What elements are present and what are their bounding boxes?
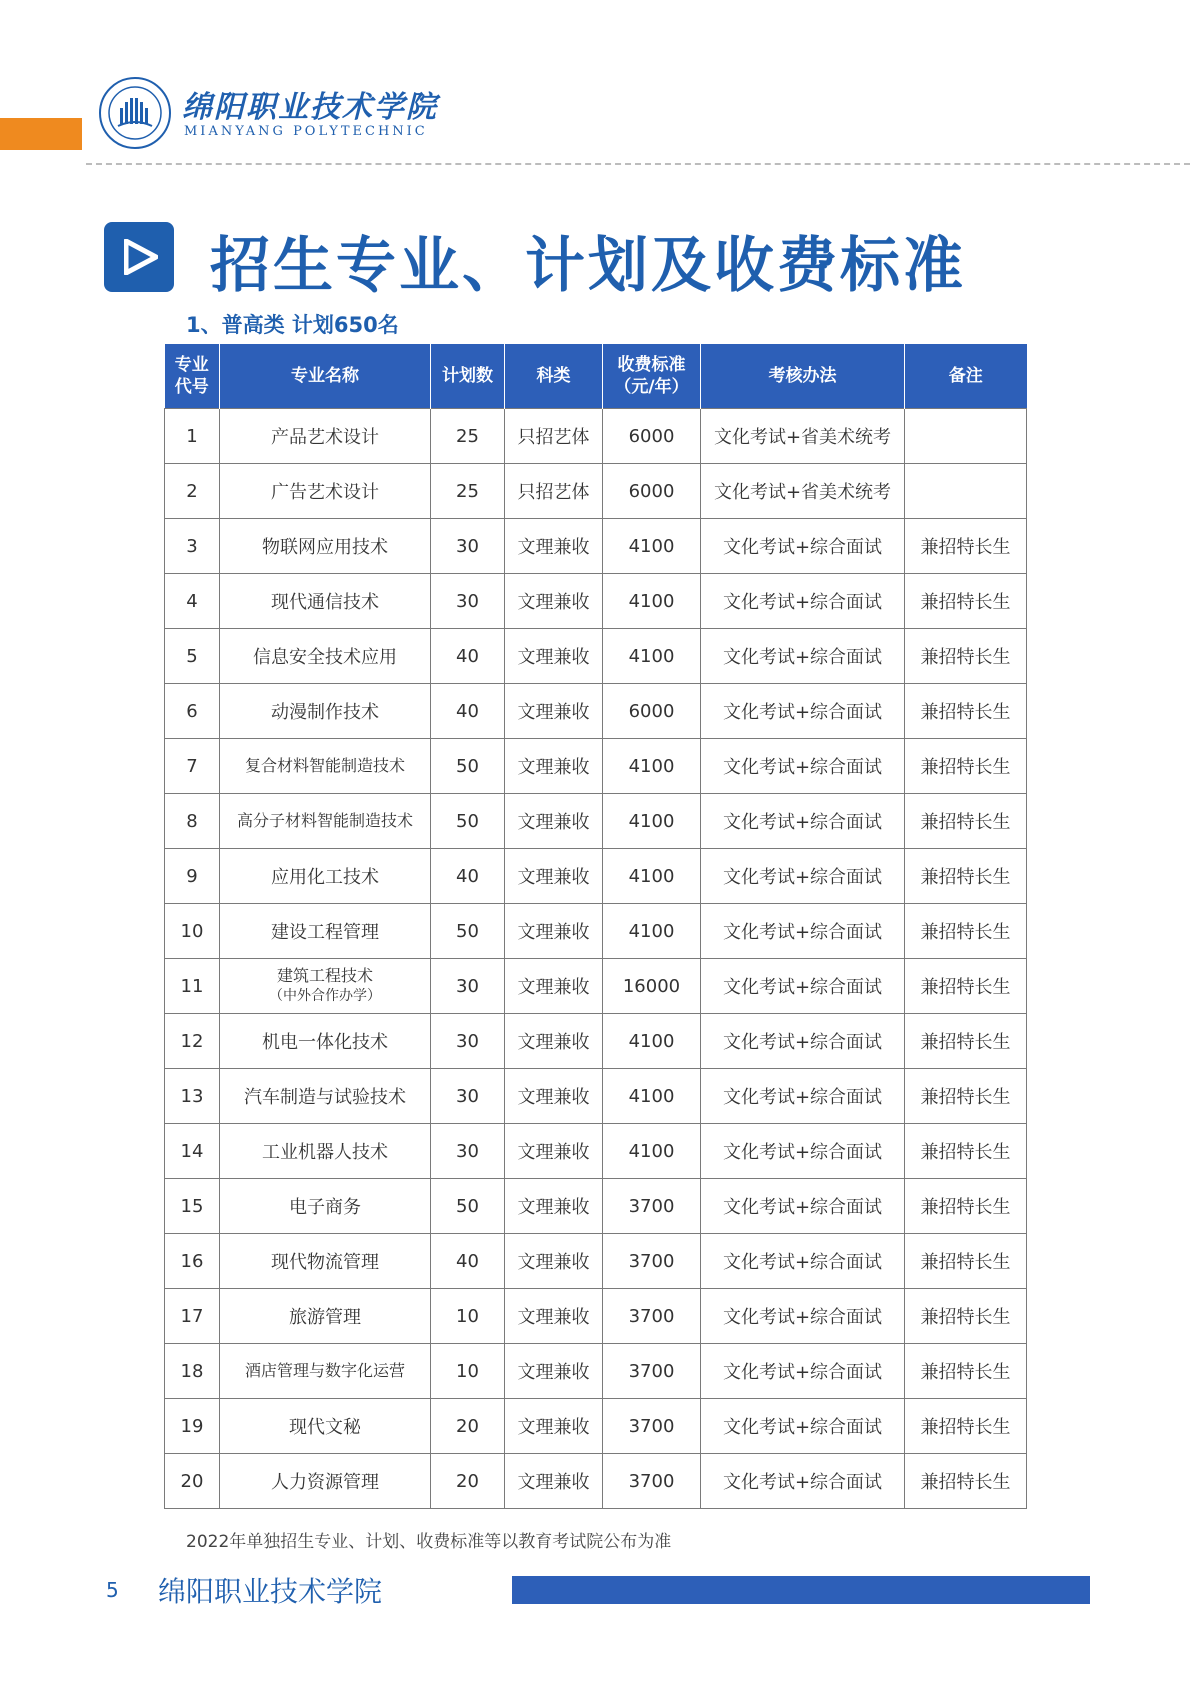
- table-cell: 3700: [603, 1399, 701, 1454]
- table-cell: 酒店管理与数字化运营: [220, 1344, 431, 1399]
- table-cell: 文理兼收: [505, 1069, 603, 1124]
- table-cell: 30: [431, 1124, 505, 1179]
- table-cell: 兼招特长生: [905, 629, 1027, 684]
- header-major: 专业名称: [220, 344, 431, 409]
- table-cell: 文化考试+综合面试: [701, 519, 905, 574]
- table-cell: 文化考试+综合面试: [701, 1399, 905, 1454]
- table-cell: 3700: [603, 1454, 701, 1509]
- table-cell: 文化考试+综合面试: [701, 794, 905, 849]
- table-cell: 只招艺体: [505, 464, 603, 519]
- table-cell: 广告艺术设计: [220, 464, 431, 519]
- table-cell: 文化考试+综合面试: [701, 574, 905, 629]
- table-row: [165, 574, 1027, 629]
- header-divider: [86, 163, 1190, 165]
- table-cell: 30: [431, 519, 505, 574]
- table-row: [165, 684, 1027, 739]
- table-cell: [905, 464, 1027, 519]
- table-cell: 30: [431, 1014, 505, 1069]
- table-cell: 19: [165, 1399, 220, 1454]
- table-cell: 文理兼收: [505, 1124, 603, 1179]
- table-cell: 6000: [603, 409, 701, 464]
- table-cell: 4100: [603, 1069, 701, 1124]
- table-cell: 复合材料智能制造技术: [220, 739, 431, 794]
- table-cell: 产品艺术设计: [220, 409, 431, 464]
- header-remark: 备注: [905, 344, 1027, 409]
- table-cell: 7: [165, 739, 220, 794]
- table-row: [165, 1344, 1027, 1399]
- table-cell: 25: [431, 409, 505, 464]
- table-cell: 40: [431, 684, 505, 739]
- table-cell: 文理兼收: [505, 1234, 603, 1289]
- table-cell: 50: [431, 1179, 505, 1234]
- table-cell: 4100: [603, 574, 701, 629]
- table-cell: 工业机器人技术: [220, 1124, 431, 1179]
- table-cell: 4100: [603, 794, 701, 849]
- table-cell: 汽车制造与试验技术: [220, 1069, 431, 1124]
- table-cell: 3700: [603, 1289, 701, 1344]
- table-cell: 文理兼收: [505, 1014, 603, 1069]
- table-cell: 现代文秘: [220, 1399, 431, 1454]
- header-fee: 收费标准（元/年）: [603, 344, 701, 409]
- table-cell: 30: [431, 959, 505, 1014]
- table-cell: 建设工程管理: [220, 904, 431, 959]
- table-cell: 50: [431, 794, 505, 849]
- table-cell: 10: [431, 1289, 505, 1344]
- table-row: [165, 1234, 1027, 1289]
- table-cell: 文理兼收: [505, 739, 603, 794]
- table-cell: 18: [165, 1344, 220, 1399]
- page-title: 招生专业、计划及收费标准: [210, 231, 966, 301]
- table-cell: 兼招特长生: [905, 574, 1027, 629]
- table-cell: 现代物流管理: [220, 1234, 431, 1289]
- table-row: [165, 1399, 1027, 1454]
- table-cell: 文化考试+综合面试: [701, 959, 905, 1014]
- table-cell: 文化考试+综合面试: [701, 1069, 905, 1124]
- school-name-en: MIANYANG POLYTECHNIC: [184, 124, 428, 139]
- table-cell: 3700: [603, 1234, 701, 1289]
- table-cell: 4100: [603, 739, 701, 794]
- table-cell: 25: [431, 464, 505, 519]
- table-cell: 6000: [603, 464, 701, 519]
- table-cell: 20: [431, 1399, 505, 1454]
- table-cell: 应用化工技术: [220, 849, 431, 904]
- table-cell: 兼招特长生: [905, 959, 1027, 1014]
- table-cell: [220, 959, 431, 1014]
- table-cell: 信息安全技术应用: [220, 629, 431, 684]
- table-row: [165, 849, 1027, 904]
- table-cell: 文理兼收: [505, 684, 603, 739]
- table-cell: 4100: [603, 519, 701, 574]
- school-logo-icon: [98, 76, 172, 150]
- table-cell: 6: [165, 684, 220, 739]
- table-cell: 文化考试+综合面试: [701, 1014, 905, 1069]
- table-cell: 兼招特长生: [905, 794, 1027, 849]
- table-cell: 4100: [603, 629, 701, 684]
- table-header-row: [165, 344, 1027, 409]
- table-cell: 文化考试+省美术统考: [701, 464, 905, 519]
- play-icon: [104, 222, 174, 292]
- table-cell: 文化考试+综合面试: [701, 849, 905, 904]
- table-cell: 兼招特长生: [905, 1289, 1027, 1344]
- table-cell: 文理兼收: [505, 629, 603, 684]
- table-row: [165, 1454, 1027, 1509]
- table-cell: 50: [431, 739, 505, 794]
- table-cell: 兼招特长生: [905, 1234, 1027, 1289]
- table-row: [165, 409, 1027, 464]
- table-cell: 兼招特长生: [905, 1344, 1027, 1399]
- table-cell: 14: [165, 1124, 220, 1179]
- table-cell: 旅游管理: [220, 1289, 431, 1344]
- footer-school-name: 绵阳职业技术学院: [158, 1575, 383, 1608]
- table-cell: 50: [431, 904, 505, 959]
- table-cell: 8: [165, 794, 220, 849]
- table-row: [165, 1124, 1027, 1179]
- table-cell: 物联网应用技术: [220, 519, 431, 574]
- table-cell: 人力资源管理: [220, 1454, 431, 1509]
- table-cell: 30: [431, 1069, 505, 1124]
- table-cell: 兼招特长生: [905, 1014, 1027, 1069]
- table-row: [165, 1069, 1027, 1124]
- table-cell: 10: [165, 904, 220, 959]
- orange-accent-bar: [0, 118, 82, 150]
- section-subtitle: 1、普高类 计划650名: [186, 313, 399, 337]
- table-row: [165, 519, 1027, 574]
- table-cell: 文理兼收: [505, 1179, 603, 1234]
- table-cell: 文化考试+综合面试: [701, 739, 905, 794]
- table-cell: 文理兼收: [505, 904, 603, 959]
- table-row: [165, 1289, 1027, 1344]
- table-cell: 兼招特长生: [905, 1179, 1027, 1234]
- table-cell: 文理兼收: [505, 1399, 603, 1454]
- table-cell: 20: [165, 1454, 220, 1509]
- table-cell: 11: [165, 959, 220, 1014]
- table-cell: 文化考试+综合面试: [701, 1454, 905, 1509]
- table-cell: 3: [165, 519, 220, 574]
- table-cell: 动漫制作技术: [220, 684, 431, 739]
- page-number: 5: [106, 1578, 119, 1602]
- table-cell: 文化考试+综合面试: [701, 629, 905, 684]
- table-cell: 文化考试+综合面试: [701, 1179, 905, 1234]
- table-cell: 高分子材料智能制造技术: [220, 794, 431, 849]
- table-cell: 3700: [603, 1179, 701, 1234]
- header-plan: 计划数: [431, 344, 505, 409]
- table-cell: 文化考试+综合面试: [701, 904, 905, 959]
- table-cell: 兼招特长生: [905, 519, 1027, 574]
- table-cell: 13: [165, 1069, 220, 1124]
- table-cell: [905, 409, 1027, 464]
- table-cell: 6000: [603, 684, 701, 739]
- table-cell: 4100: [603, 849, 701, 904]
- table-row: [165, 629, 1027, 684]
- table-cell: 3700: [603, 1344, 701, 1399]
- table-row: [165, 739, 1027, 794]
- table-cell: 10: [431, 1344, 505, 1399]
- table-cell: 15: [165, 1179, 220, 1234]
- table-cell: 40: [431, 1234, 505, 1289]
- table-cell: 兼招特长生: [905, 1454, 1027, 1509]
- table-cell: 4100: [603, 1124, 701, 1179]
- table-cell: 只招艺体: [505, 409, 603, 464]
- table-cell: 文理兼收: [505, 794, 603, 849]
- table-cell: 文理兼收: [505, 1289, 603, 1344]
- table-cell: 40: [431, 849, 505, 904]
- table-cell: 文理兼收: [505, 1344, 603, 1399]
- table-cell: 文理兼收: [505, 519, 603, 574]
- table-cell: 2: [165, 464, 220, 519]
- table-cell: 兼招特长生: [905, 904, 1027, 959]
- table-cell: 现代通信技术: [220, 574, 431, 629]
- table-cell: 9: [165, 849, 220, 904]
- table-row: [165, 1014, 1027, 1069]
- table-cell: 16: [165, 1234, 220, 1289]
- table-cell: 兼招特长生: [905, 739, 1027, 794]
- table-cell: 4: [165, 574, 220, 629]
- table-cell: 文理兼收: [505, 959, 603, 1014]
- table-cell: 4100: [603, 1014, 701, 1069]
- footnote: 2022年单独招生专业、计划、收费标准等以教育考试院公布为准: [186, 1532, 672, 1552]
- table-cell: 文理兼收: [505, 1454, 603, 1509]
- table-cell: 兼招特长生: [905, 1069, 1027, 1124]
- table-cell: 兼招特长生: [905, 1399, 1027, 1454]
- table-cell: 文化考试+综合面试: [701, 1124, 905, 1179]
- table-cell: 文理兼收: [505, 574, 603, 629]
- table-cell: 20: [431, 1454, 505, 1509]
- table-row: [165, 464, 1027, 519]
- table-cell: 1: [165, 409, 220, 464]
- table-cell: 文化考试+省美术统考: [701, 409, 905, 464]
- enrollment-table: [164, 344, 1027, 1509]
- table-cell: 机电一体化技术: [220, 1014, 431, 1069]
- table-cell: 文化考试+综合面试: [701, 684, 905, 739]
- table-row: [165, 904, 1027, 959]
- table-cell: 兼招特长生: [905, 849, 1027, 904]
- major-note: （中外合作办学）: [269, 988, 381, 1004]
- table-cell: 文化考试+综合面试: [701, 1234, 905, 1289]
- table-cell: 文化考试+综合面试: [701, 1289, 905, 1344]
- table-row: [165, 959, 1027, 1014]
- table-cell: 文理兼收: [505, 849, 603, 904]
- table-cell: 17: [165, 1289, 220, 1344]
- table-cell: 兼招特长生: [905, 1124, 1027, 1179]
- table-cell: 文化考试+综合面试: [701, 1344, 905, 1399]
- table-cell: 16000: [603, 959, 701, 1014]
- table-cell: 兼招特长生: [905, 684, 1027, 739]
- table-cell: 电子商务: [220, 1179, 431, 1234]
- table-cell: 12: [165, 1014, 220, 1069]
- header-assessment: 考核办法: [701, 344, 905, 409]
- school-name-cn: 绵阳职业技术学院: [182, 90, 438, 125]
- major-name: 建筑工程技术: [276, 966, 373, 985]
- header-category: 科类: [505, 344, 603, 409]
- table-cell: 5: [165, 629, 220, 684]
- header-code: 专业代号: [165, 344, 220, 409]
- table-cell: 40: [431, 629, 505, 684]
- table-row: [165, 794, 1027, 849]
- table-cell: 30: [431, 574, 505, 629]
- table-cell: 4100: [603, 904, 701, 959]
- table-row: [165, 1179, 1027, 1234]
- footer-bar: [512, 1576, 1090, 1604]
